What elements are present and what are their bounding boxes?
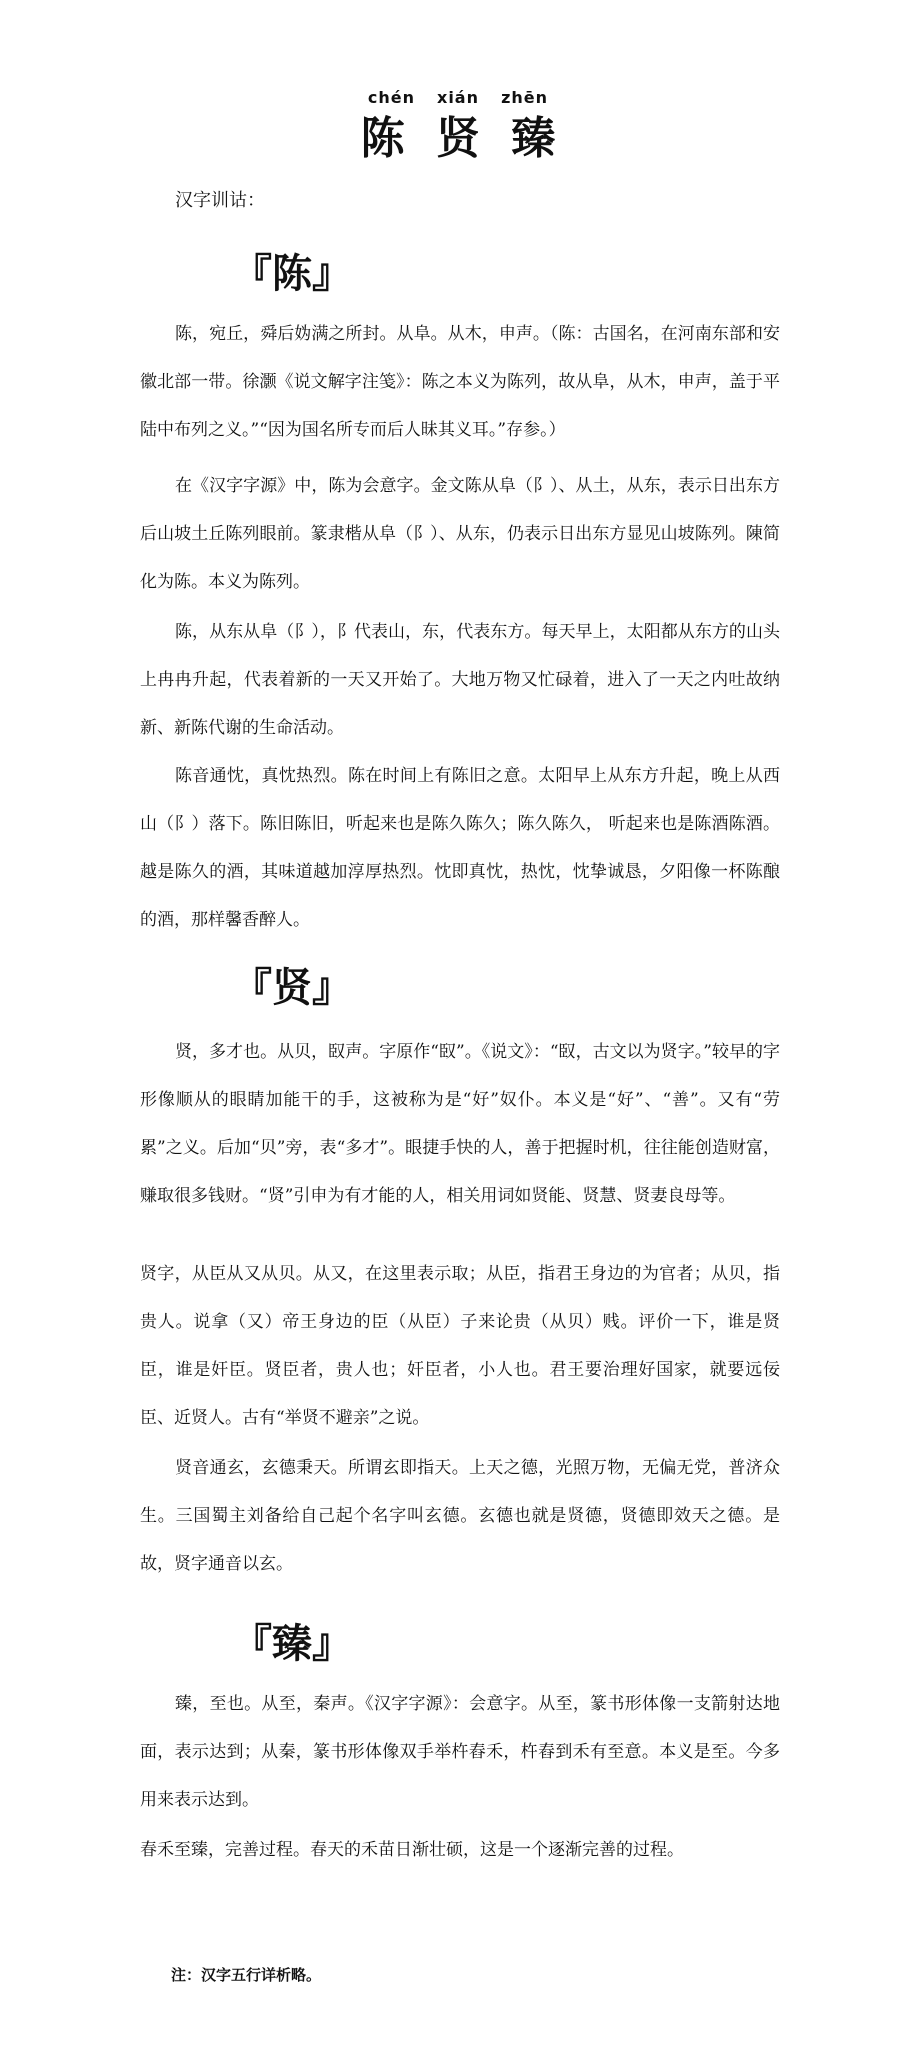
- paragraph-chen-1: 陈，宛丘，舜后妫满之所封。从阜。从木，申声。（陈：古国名，在河南东部和安徽北部一带。徐灏《说文解字注笺》：陈之本义为陈列，故从阜，从木，申声，盖于平陆中布列之义。”“因为国名所专而后人昧其义耳。”存参。）: [140, 324, 780, 440]
- pinyin-3: zhēn: [501, 88, 549, 107]
- paragraph-zhen-2: 春禾至臻，完善过程。春天的禾苗日渐壮硕，这是一个逐渐完善的过程。: [140, 1840, 684, 1860]
- title-char-1: 陈: [360, 113, 405, 164]
- paragraph-chen-3: 陈，从东从阜（阝），阝代表山，东，代表东方。每天早上，太阳都从东方的山头上冉冉升起，代表着新的一天又开始了。大地万物又忙碌着，进入了一天之内吐故纳新、新陈代谢的生命活动。: [140, 622, 780, 738]
- paragraph-xian-1: 贤，多才也。从贝，臤声。字原作“臤”。《说文》：“臤，古文以为贤字。”较早的字形像顺从的眼睛加能干的手，这被称为是“好”奴仆。本义是“好”、“善”。又有“劳累”之义。后加“贝”旁，表“多才”。眼捷手快的人，善于把握时机，往往能创造财富，赚取很多钱财。“贤”引申为有才能的人，相关用词如贤能、贤慧、贤妻良母等。: [140, 1042, 780, 1206]
- pinyin-2: xián: [437, 88, 479, 107]
- page-title: [0, 102, 916, 166]
- section-heading-chen: 『陈』: [232, 250, 352, 297]
- pinyin-1: chén: [367, 88, 415, 107]
- title-char-3: 臻: [511, 113, 556, 164]
- paragraph-xian-3: 贤音通玄，玄德秉天。所谓玄即指天。上天之德，光照万物，无偏无党，普济众生。三国蜀主刘备给自己起个名字叫玄德。玄德也就是贤德，贤德即效天之德。是故，贤字通音以玄。: [140, 1458, 780, 1574]
- paragraph-xian-2: 贤字，从臣从又从贝。从又，在这里表示取；从臣，指君王身边的为官者；从贝，指贵人。说拿（又）帝王身边的臣（从臣）子来论贵（从贝）贱。评价一下，谁是贤臣，谁是奸臣。贤臣者，贵人也；奸臣者，小人也。君王要治理好国家，就要远佞臣、近贤人。古有“举贤不避亲”之说。: [140, 1264, 780, 1428]
- paragraph-chen-4: 陈音通忱，真忱热烈。陈在时间上有陈旧之意。太阳早上从东方升起，晚上从西山（阝）落下。陈旧陈旧，听起来也是陈久陈久；陈久陈久， 听起来也是陈酒陈酒。越是陈久的酒，其味道越加淳厚热烈。忱即真忱，热忱，忱挚诚恳，夕阳像一杯陈酿的酒，那样馨香醉人。: [140, 766, 780, 930]
- intro-label: 汉字训诂：: [175, 190, 265, 211]
- title-char-2: 贤: [436, 113, 480, 164]
- section-heading-zhen: 『臻』: [232, 1620, 352, 1667]
- section-heading-xian: 『贤』: [232, 964, 352, 1011]
- paragraph-chen-2: 在《汉字字源》中，陈为会意字。金文陈从阜（阝）、从土，从东，表示日出东方后山坡土丘陈列眼前。篆隶楷从阜（阝）、从东，仍表示日出东方显见山坡陈列。陳简化为陈。本义为陈列。: [140, 476, 780, 592]
- paragraph-zhen-1: 臻，至也。从至，秦声。《汉字字源》：会意字。从至，篆书形体像一支箭射达地面，表示达到；从秦，篆书形体像双手举杵舂禾，杵舂到禾有至意。本义是至。今多用来表示达到。: [140, 1694, 780, 1810]
- footnote: 注：汉字五行详析略。: [171, 1966, 322, 1984]
